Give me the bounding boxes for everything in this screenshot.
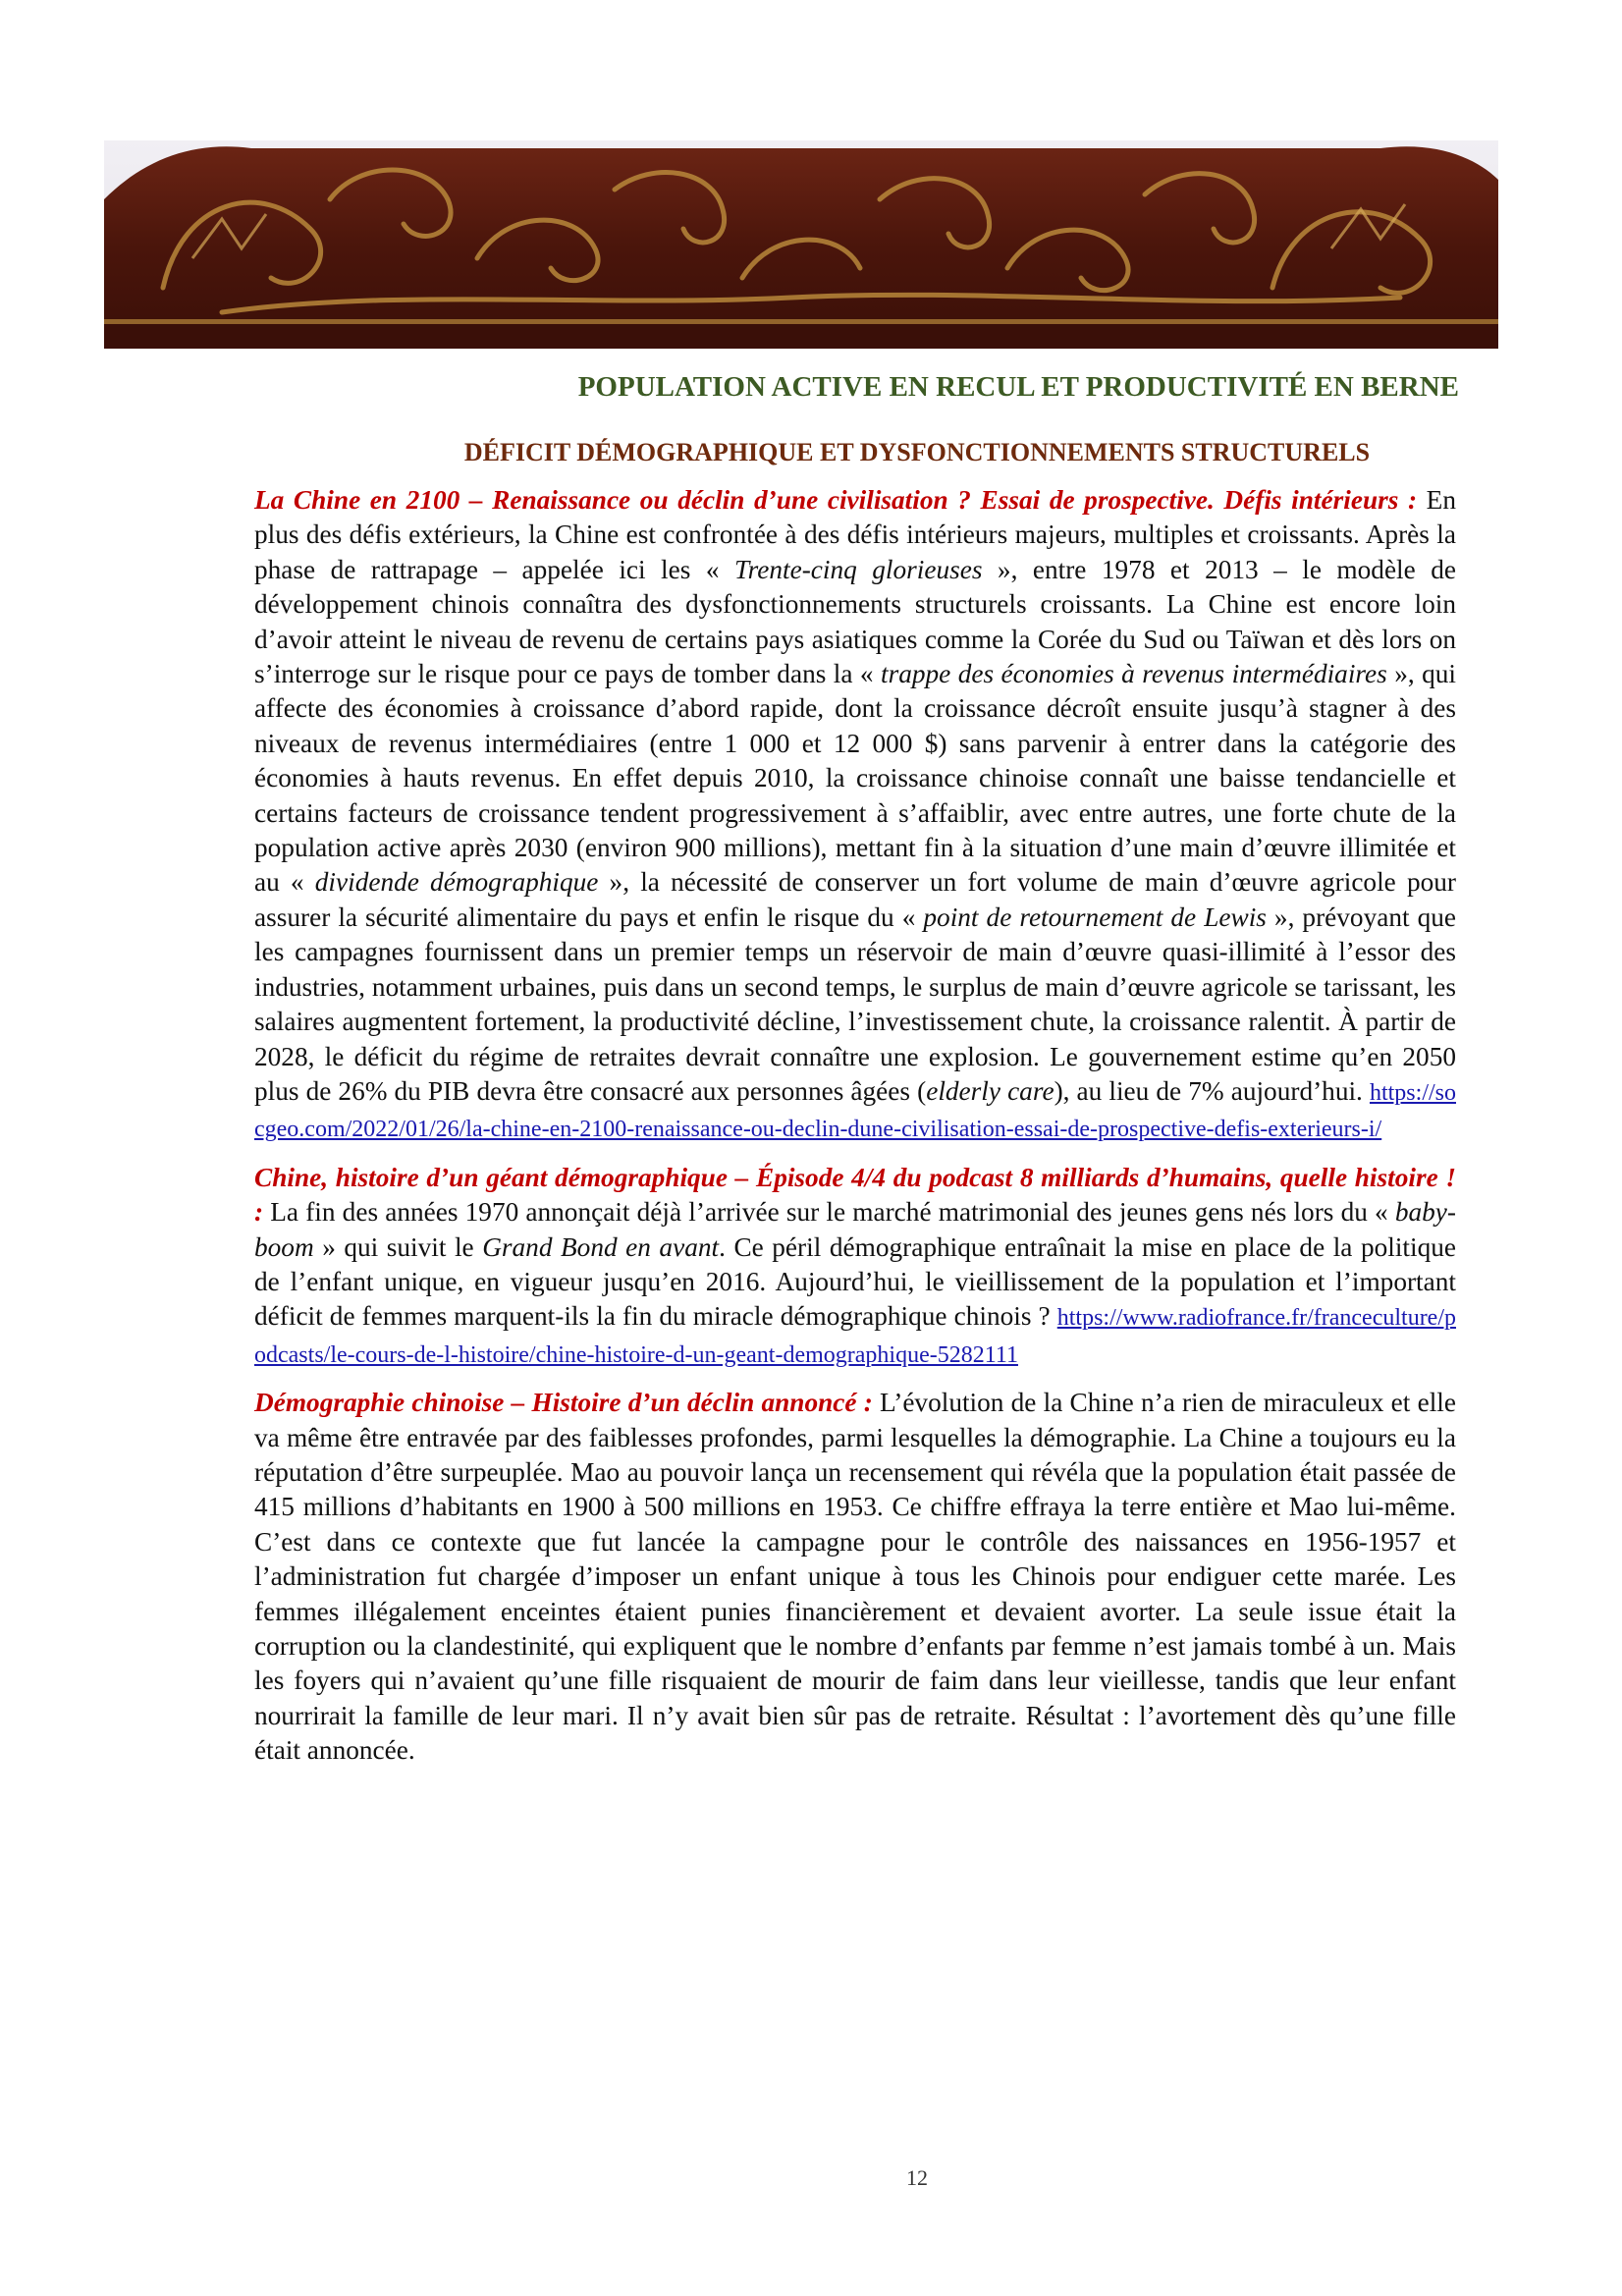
carved-panel-illustration [104,140,1498,349]
emphasis: Grand Bond en avant [482,1231,720,1262]
emphasis: Trente-cinq glorieuses [733,554,983,584]
text: L’évolution de la Chine n’a rien de miraculeux et elle va même être entravée par des faiblesses profondes, parmi lesquelles la démographie. La Chine a toujours eu la réputation d’être surpeuplée. Mao au pouvoir lança un recensement qui révéla que la population était passée de 415 millions d’habitants en 1900 à 500 millions en 1953. Ce chiffre effraya la terre entière et Mao lui-même. C’est dans ce contexte que fut lancée la campagne pour le contrôle des naissances en 1956-1957 et l’administration fut chargée d’imposer un enfant unique à tous les Chinois pour endiguer cette marée. Les femmes illégalement enceintes étaient punies financièrement et devaient avorter. La seule issue était la corruption ou la clandestinité, qui expliquent que le nombre d’enfants par femme n’est jamais tombé à un. Mais les foyers qui n’avaient qu’une fille risquaient de mourir de faim dans leur vieillesse, tandis que leur enfant nourrirait la famille de leur mari. Il n’y avait bien sûr pas de retraite. Résultat : l’avortement dès qu’une fille était annoncée. [254,1388,1456,1766]
emphasis: dividende démographique [314,867,599,898]
entry-title: La Chine en 2100 – Renaissance ou déclin d’une civilisation ? Essai de prospective. Défis intérieurs : [254,485,1418,515]
emphasis: trappe des économies à revenus intermédiaires [881,659,1387,689]
text: . Ce péril démographique entraînait la mise en place de la politique de l’enfant unique, en vigueur jusqu’en 2016. Aujourd’hui, le vieillissement de la population et l’important déficit de femmes marquent-ils la fin du miracle démographique chinois ? [254,1231,1456,1332]
emphasis: point de retournement de Lewis [923,902,1267,932]
emphasis: baby-boom [254,1197,1456,1262]
page-title: POPULATION ACTIVE EN RECUL ET PRODUCTIVITÉ EN BERNE [577,371,1459,403]
text: ), au lieu de 7% aujourd’hui. [1054,1075,1370,1106]
text: » qui suivit le [313,1231,483,1262]
entry-title: Chine, histoire d’un géant démographique – Épisode 4/4 du podcast 8 milliards d’humains, quelle histoire ! : [254,1162,1456,1228]
text: La fin des années 1970 annonçait déjà l’arrivée sur le marché matrimonial des jeunes gens nés lors du « [263,1197,1395,1228]
paragraph-entry-3 [254,1386,1456,1768]
page-subtitle: DÉFICIT DÉMOGRAPHIQUE ET DYSFONCTIONNEMENTS STRUCTURELS [463,438,1371,466]
paragraph-entry-1 [254,483,1456,1148]
text: En plus des défis extérieurs, la Chine est confrontée à des défis intérieurs majeurs, multiples et croissants. Après la phase de rattrapage – appelée ici les « [254,485,1456,584]
text: », prévoyant que les campagnes fournissent dans un premier temps un réservoir de main d’œuvre quasi-illimité à l’essor des industries, notamment urbaines, puis dans un second temps, le surplus de main d’œuvre agricole se tarissant, les salaires augmentent fortement, la productivité décline, l’investissement chute, la croissance ralentit. À partir de 2028, le déficit du régime de retraites devrait connaître une explosion. Le gouvernement estime qu’en 2050 plus de 26% du PIB devra être consacré aux personnes âgées ( [254,902,1457,1106]
source-link[interactable]: https://www.radiofrance.fr/franceculture/podcasts/le-cours-de-l-histoire/chine-histoire-d-un-geant-demographique-5282111 [254,1305,1456,1368]
paragraph-entry-2 [254,1161,1456,1373]
source-link[interactable]: https://socgeo.com/2022/01/26/la-chine-en-2100-renaissance-ou-declin-dune-civilisation-essai-de-prospective-defis-exterieurs-i/ [254,1079,1456,1143]
entry-title: Démographie chinoise – Histoire d’un déclin annoncé : [254,1388,873,1418]
page-number: 12 [906,2165,928,2190]
text: », entre 1978 et 2013 – le modèle de développement chinois connaîtra des dysfonctionnements structurels croissants. La Chine est encore loin d’avoir atteint le niveau de revenu de certains pays asiatiques comme la Corée du Sud ou Taïwan et dès lors on s’interroge sur le risque pour ce pays de tomber dans la « [254,554,1456,689]
text: », qui affecte des économies à croissance d’abord rapide, dont la croissance décroît ensuite jusqu’à stagner à des niveaux de revenus intermédiaires (entre 1 000 et 12 000 $) sans parvenir à entrer dans la catégorie des économies à hauts revenus. En effet depuis 2010, la croissance chinoise connaît une baisse tendancielle et certains facteurs de croissance tendent progressivement à s’affaiblir, avec entre autres, une forte chute de la population active après 2030 (environ 900 millions), mettant fin à la situation d’une main d’œuvre illimitée et au « [254,659,1456,898]
emphasis: elderly care [926,1075,1054,1106]
article-body [254,483,1456,1781]
header-image [104,140,1498,349]
text: », la nécessité de conserver un fort volume de main d’œuvre agricole pour assurer la sécurité alimentaire du pays et enfin le risque du « [254,867,1456,932]
